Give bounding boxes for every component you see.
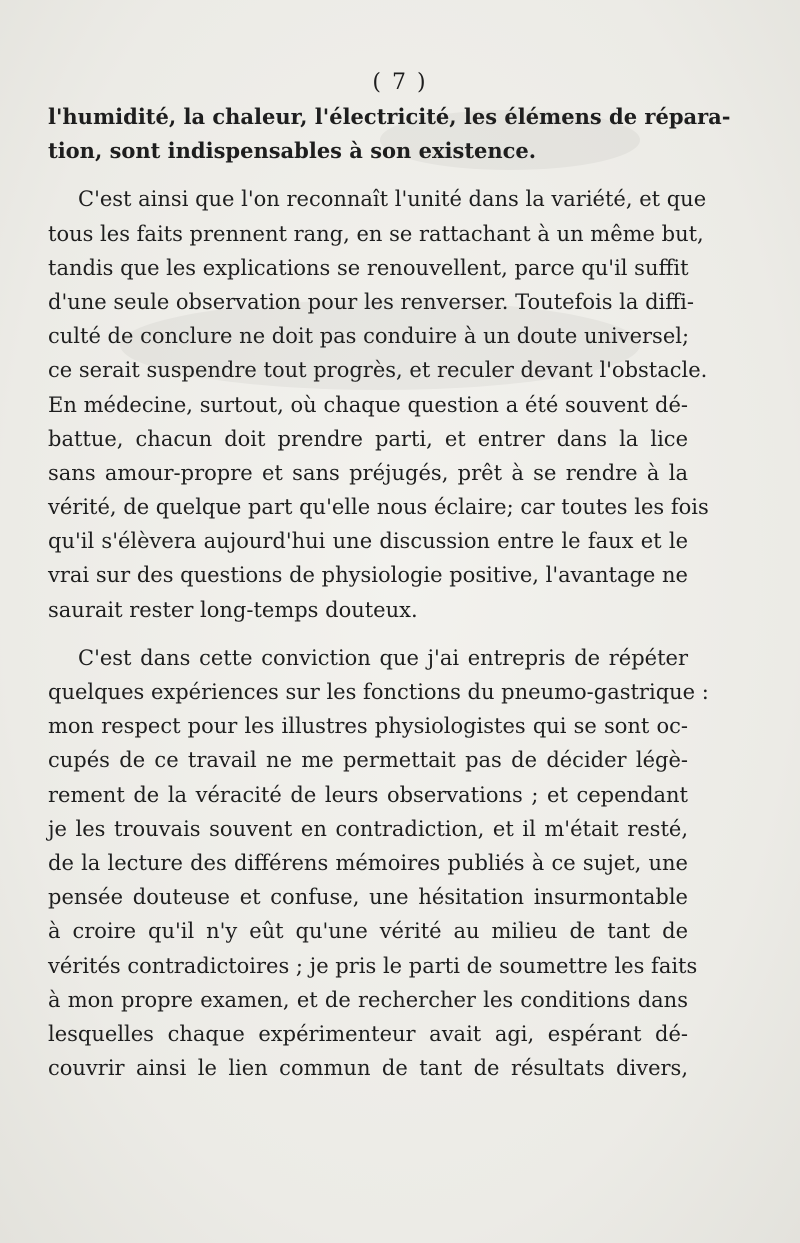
text-line: je les trouvais souvent en contradiction, et il m'était resté, [48, 816, 688, 841]
text-line: d'une seule observation pour les renverser. Toutefois la diffi- [48, 289, 694, 314]
text-line: culté de conclure ne doit pas conduire à un doute universel; [48, 324, 690, 349]
text-line: battue, chacun doit prendre parti, et entrer dans la lice [48, 426, 688, 451]
text-line: vérités contradictoires ; je pris le parti de soumettre les faits [48, 953, 698, 978]
text-line: qu'il s'élèvera aujourd'hui une discussion entre le faux et le [48, 529, 688, 554]
text-line: vérité, de quelque part qu'elle nous éclaire; car toutes les fois [48, 495, 709, 520]
text-line: l'humidité, la chaleur, l'électricité, les élémens de répara- [48, 104, 731, 129]
text-line: à croire qu'il n'y eût qu'une vérité au milieu de tant de [48, 919, 688, 944]
text-line: de la lecture des différens mémoires publiés à ce sujet, une [48, 850, 688, 875]
text-line: sans amour-propre et sans préjugés, prêt à se rendre à la [48, 460, 688, 485]
page-number: ( 7 ) [372, 70, 428, 95]
text-line: couvrir ainsi le lien commun de tant de résultats divers, [48, 1056, 688, 1081]
text-line: pensée douteuse et confuse, une hésitation insurmontable [48, 885, 688, 910]
text-line: mon respect pour les illustres physiologistes qui se sont oc- [48, 714, 688, 739]
text-line: C'est dans cette conviction que j'ai entrepris de répéter [78, 645, 688, 670]
text-line: à mon propre examen, et de rechercher les conditions dans [48, 987, 688, 1012]
text-line: lesquelles chaque expérimenteur avait agi, espérant dé- [48, 1021, 688, 1046]
body-text [48, 100, 731, 1085]
text-line: quelques expériences sur les fonctions du pneumo-gastrique : [48, 680, 709, 704]
text-line: saurait rester long-temps douteux. [48, 597, 418, 622]
text-line: rement de la véracité de leurs observations ; et cependant [48, 782, 688, 807]
text-line: tous les faits prennent rang, en se rattachant à un même but, [48, 221, 704, 246]
text-line: vrai sur des questions de physiologie positive, l'avantage ne [48, 563, 688, 588]
text-line: ce serait suspendre tout progrès, et reculer devant l'obstacle. [48, 358, 708, 383]
text-line: tion, sont indispensables à son existence. [48, 138, 537, 164]
text-line: cupés de ce travail ne me permettait pas de décider légè- [48, 748, 688, 773]
text-line: En médecine, surtout, où chaque question a été souvent dé- [48, 392, 688, 417]
text-line: C'est ainsi que l'on reconnaît l'unité dans la variété, et que [78, 187, 707, 212]
text-line: tandis que les explications se renouvellent, parce qu'il suffit [48, 255, 689, 280]
